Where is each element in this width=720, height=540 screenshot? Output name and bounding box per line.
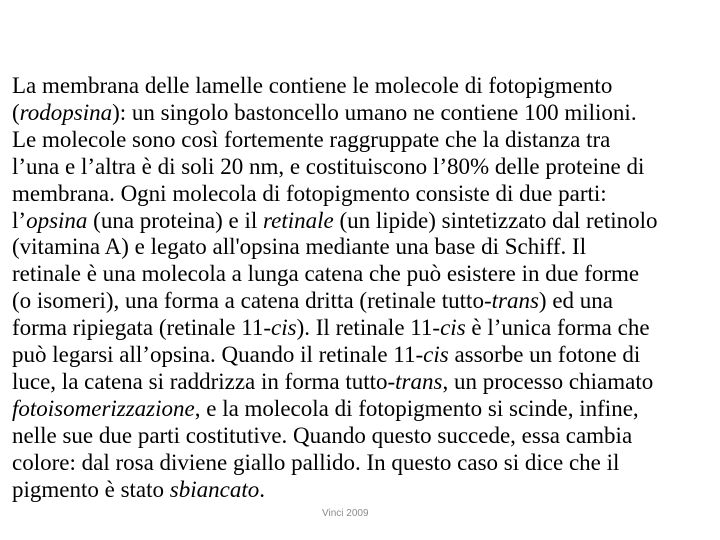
italic-term: opsina [26,207,88,233]
text-segment: può legarsi all’opsina. Quando il retinale 11- [12,342,424,368]
text-segment: colore: dal rosa diviene giallo pallido. In questo caso si dice che il [12,449,620,475]
italic-term: retinale [263,207,334,233]
text-line [12,477,658,504]
text-line [12,423,658,450]
text-segment: (vitamina A) e legato all'opsina mediante una base di Schiff. Il [12,234,587,260]
text-line [12,73,658,100]
text-segment: ) ed una [538,288,613,314]
text-segment: membrana. Ogni molecola di fotopigmento consiste di due parti: [12,180,607,206]
footer-credit: Vinci 2009 [322,508,369,519]
text-line [12,127,658,154]
text-segment: retinale è una molecola a lunga catena che può esistere in due forme [12,261,640,287]
text-segment: l’ [12,207,27,233]
text-line [12,288,658,315]
text-segment: forma ripiegata (retinale 11- [12,315,272,341]
text-line [12,154,658,181]
text-line [12,181,658,208]
italic-term: rodopsina [19,99,113,125]
text-line [12,261,658,288]
italic-term: cis [440,315,466,341]
body-text [12,73,658,504]
italic-term: fotoisomerizzazione [12,395,195,421]
text-segment: La membrana delle lamelle contiene le molecole di fotopigmento [12,73,613,98]
text-segment: assorbe un fotone di [448,342,641,368]
text-segment: nelle sue due parti costitutive. Quando questo succede, essa cambia [12,422,633,448]
text-line [12,208,658,235]
text-segment: . [259,476,265,502]
text-segment: è l’unica forma che [465,315,650,341]
italic-term: trans [395,368,443,394]
text-segment: (un lipide) sintetizzato dal retinolo [333,207,658,233]
text-line [12,396,658,423]
text-line [12,342,658,369]
text-segment: (una proteina) e il [87,207,264,233]
text-line [12,369,658,396]
text-segment: , un processo chiamato [442,368,654,394]
text-segment: Le molecole sono così fortemente raggruppate che la distanza tra [12,126,611,152]
text-segment: (o isomeri), una forma a catena dritta (retinale tutto- [12,288,492,314]
text-line [12,315,658,342]
text-line [12,234,658,261]
text-segment: ( [12,99,20,125]
italic-term: cis [271,315,297,341]
text-segment: ): un singolo bastoncello umano ne contiene 100 milioni. [112,99,637,125]
italic-term: cis [423,342,449,368]
text-segment: , e la molecola di fotopigmento si scinde, infine, [194,395,639,421]
text-line [12,100,658,127]
italic-term: trans [491,288,539,314]
italic-term: sbiancato [169,476,260,502]
text-segment: ). Il retinale 11- [296,315,441,341]
text-segment: luce, la catena si raddrizza in forma tutto- [12,368,396,394]
text-segment: l’una e l’altra è di soli 20 nm, e costituiscono l’80% delle proteine di [12,153,645,179]
text-line [12,450,658,477]
text-segment: pigmento è stato [12,476,170,502]
